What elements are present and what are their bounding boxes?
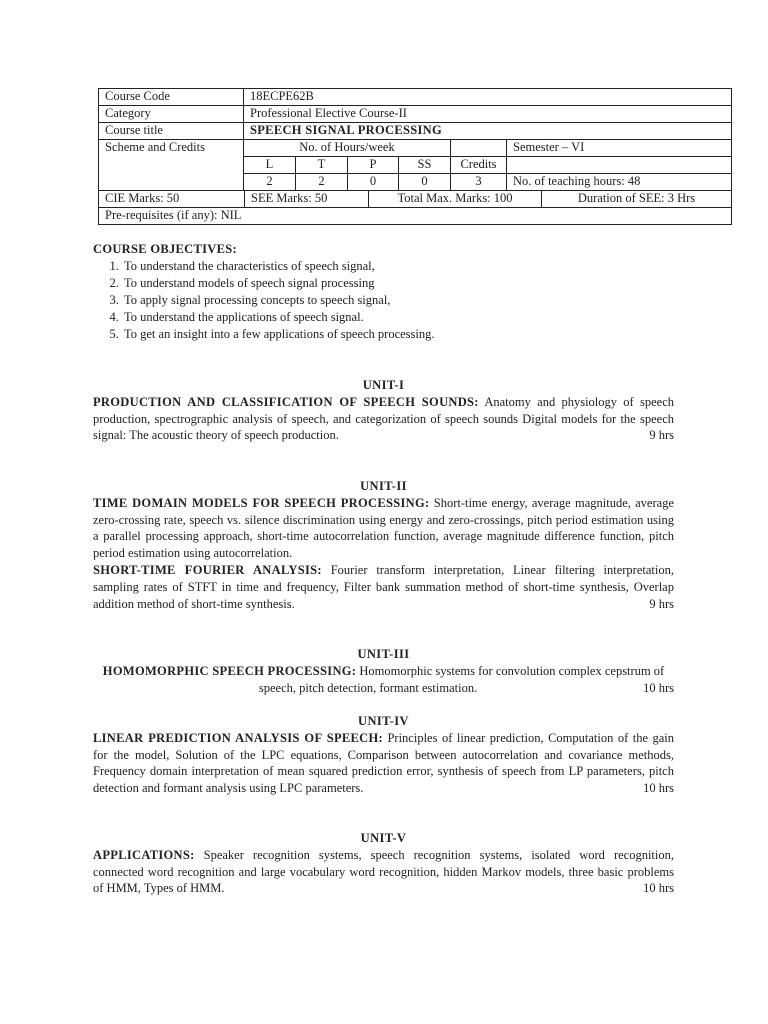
- category-value: Professional Elective Course-II: [244, 106, 732, 123]
- objective-item: 2. To understand models of speech signal processing: [122, 275, 733, 292]
- unit-title: UNIT-II: [360, 479, 407, 493]
- objective-item: 4. To understand the applications of speech signal.: [122, 309, 733, 326]
- unit-section: [93, 562, 674, 612]
- course-objectives: [93, 241, 733, 343]
- unit-section: [93, 663, 674, 697]
- col-header-ss: SS: [399, 157, 451, 174]
- unit-4: [93, 713, 674, 797]
- unit-1: [93, 377, 674, 444]
- semester-value: Semester – VI: [507, 140, 732, 157]
- val-l: 2: [244, 174, 296, 191]
- objectives-heading: COURSE OBJECTIVES:: [93, 242, 237, 256]
- blank-cell: [451, 140, 507, 157]
- section-hours: 9 hrs: [649, 596, 674, 611]
- total-marks: Total Max. Marks: 100: [368, 191, 541, 207]
- category-label: Category: [99, 106, 244, 123]
- objectives-list: [93, 258, 733, 343]
- unit-title: UNIT-III: [357, 647, 410, 661]
- unit-3: [93, 646, 674, 696]
- col-header-t: T: [296, 157, 348, 174]
- course-info-table: [98, 88, 732, 225]
- section-body: Speaker recognition systems, speech recognition systems, isolated word recognition, connected word recognition and large vocabulary word recognition, hidden Markov models, three basic problems of HMM, Types of HMM.: [93, 847, 674, 896]
- cie-marks: CIE Marks: 50: [105, 191, 180, 205]
- see-marks: SEE Marks: 50: [244, 191, 368, 207]
- val-ss: 0: [399, 174, 451, 191]
- section-heading: SHORT-TIME FOURIER ANALYSIS:: [93, 562, 322, 577]
- section-hours: 9 hrs: [649, 428, 674, 443]
- section-hours: 10 hrs: [643, 680, 674, 695]
- objective-item: 3. To apply signal processing concepts to speech signal,: [122, 292, 733, 309]
- unit-5: [93, 830, 674, 897]
- unit-title: UNIT-I: [362, 378, 405, 392]
- section-body: Anatomy and physiology of speech production, spectrographic analysis of speech, and categorization of speech sounds Digital models for the speech signal: The acoustic theory of speech production.: [93, 394, 674, 443]
- hours-week-label: No. of Hours/week: [244, 140, 451, 157]
- scheme-credits-label: Scheme and Credits: [99, 140, 244, 191]
- section-heading: APPLICATIONS:: [93, 847, 195, 862]
- section-body: Homomorphic systems for convolution complex cepstrum of speech, pitch detection, formant estimation.: [258, 663, 665, 695]
- val-p: 0: [348, 174, 399, 191]
- unit-title: UNIT-IV: [358, 714, 409, 728]
- marks-row: [99, 191, 732, 208]
- unit-2: [93, 478, 674, 612]
- course-code-value: 18ECPE62B: [244, 89, 732, 106]
- unit-section: [93, 495, 674, 562]
- see-duration: Duration of SEE: 3 Hrs: [541, 191, 731, 207]
- prerequisites: Pre-requisites (if any): NIL: [99, 208, 732, 225]
- unit-title: UNIT-V: [360, 831, 407, 845]
- objective-item: 1. To understand the characteristics of speech signal,: [122, 258, 733, 275]
- col-header-credits: Credits: [451, 157, 507, 174]
- val-credits: 3: [451, 174, 507, 191]
- col-header-p: P: [348, 157, 399, 174]
- section-hours: 10 hrs: [643, 781, 674, 796]
- section-body: Fourier transform interpretation, Linear filtering interpretation, sampling rates of STFT in time and frequency, Filter bank summation method of short-time synthesis, Overlap addition method of short-time synthesis.: [93, 562, 674, 611]
- section-body: Principles of linear prediction, Computation of the gain for the model, Solution of the LPC equations, Comparison between autocorrelation and covariance methods, Frequency domain interpretation of mean squared prediction error, synthesis of speech from LP parameters, pitch detection and formant analysis using LPC parameters.: [93, 730, 674, 796]
- course-title-value: SPEECH SIGNAL PROCESSING: [244, 123, 732, 140]
- val-t: 2: [296, 174, 348, 191]
- course-title-label: Course title: [99, 123, 244, 140]
- unit-section: [93, 847, 674, 897]
- blank-cell: [507, 157, 732, 174]
- course-code-label: Course Code: [99, 89, 244, 106]
- col-header-l: L: [244, 157, 296, 174]
- unit-section: [93, 394, 674, 444]
- teaching-hours: No. of teaching hours: 48: [507, 174, 732, 191]
- section-hours: 10 hrs: [643, 881, 674, 896]
- section-heading: HOMOMORPHIC SPEECH PROCESSING:: [102, 663, 357, 678]
- section-body: Short-time energy, average magnitude, average zero-crossing rate, speech vs. silence discrimination using energy and zero-crossings, pitch period estimation using a parallel processing approach, short-time autocorrelation function, average magnitude difference function, pitch period estimation using autocorrelation.: [93, 495, 674, 561]
- objective-item: 5. To get an insight into a few applications of speech processing.: [122, 326, 733, 343]
- section-heading: LINEAR PREDICTION ANALYSIS OF SPEECH:: [93, 730, 383, 745]
- section-heading: TIME DOMAIN MODELS FOR SPEECH PROCESSING:: [93, 495, 430, 510]
- section-heading: PRODUCTION AND CLASSIFICATION OF SPEECH SOUNDS:: [93, 394, 479, 409]
- unit-section: [93, 730, 674, 797]
